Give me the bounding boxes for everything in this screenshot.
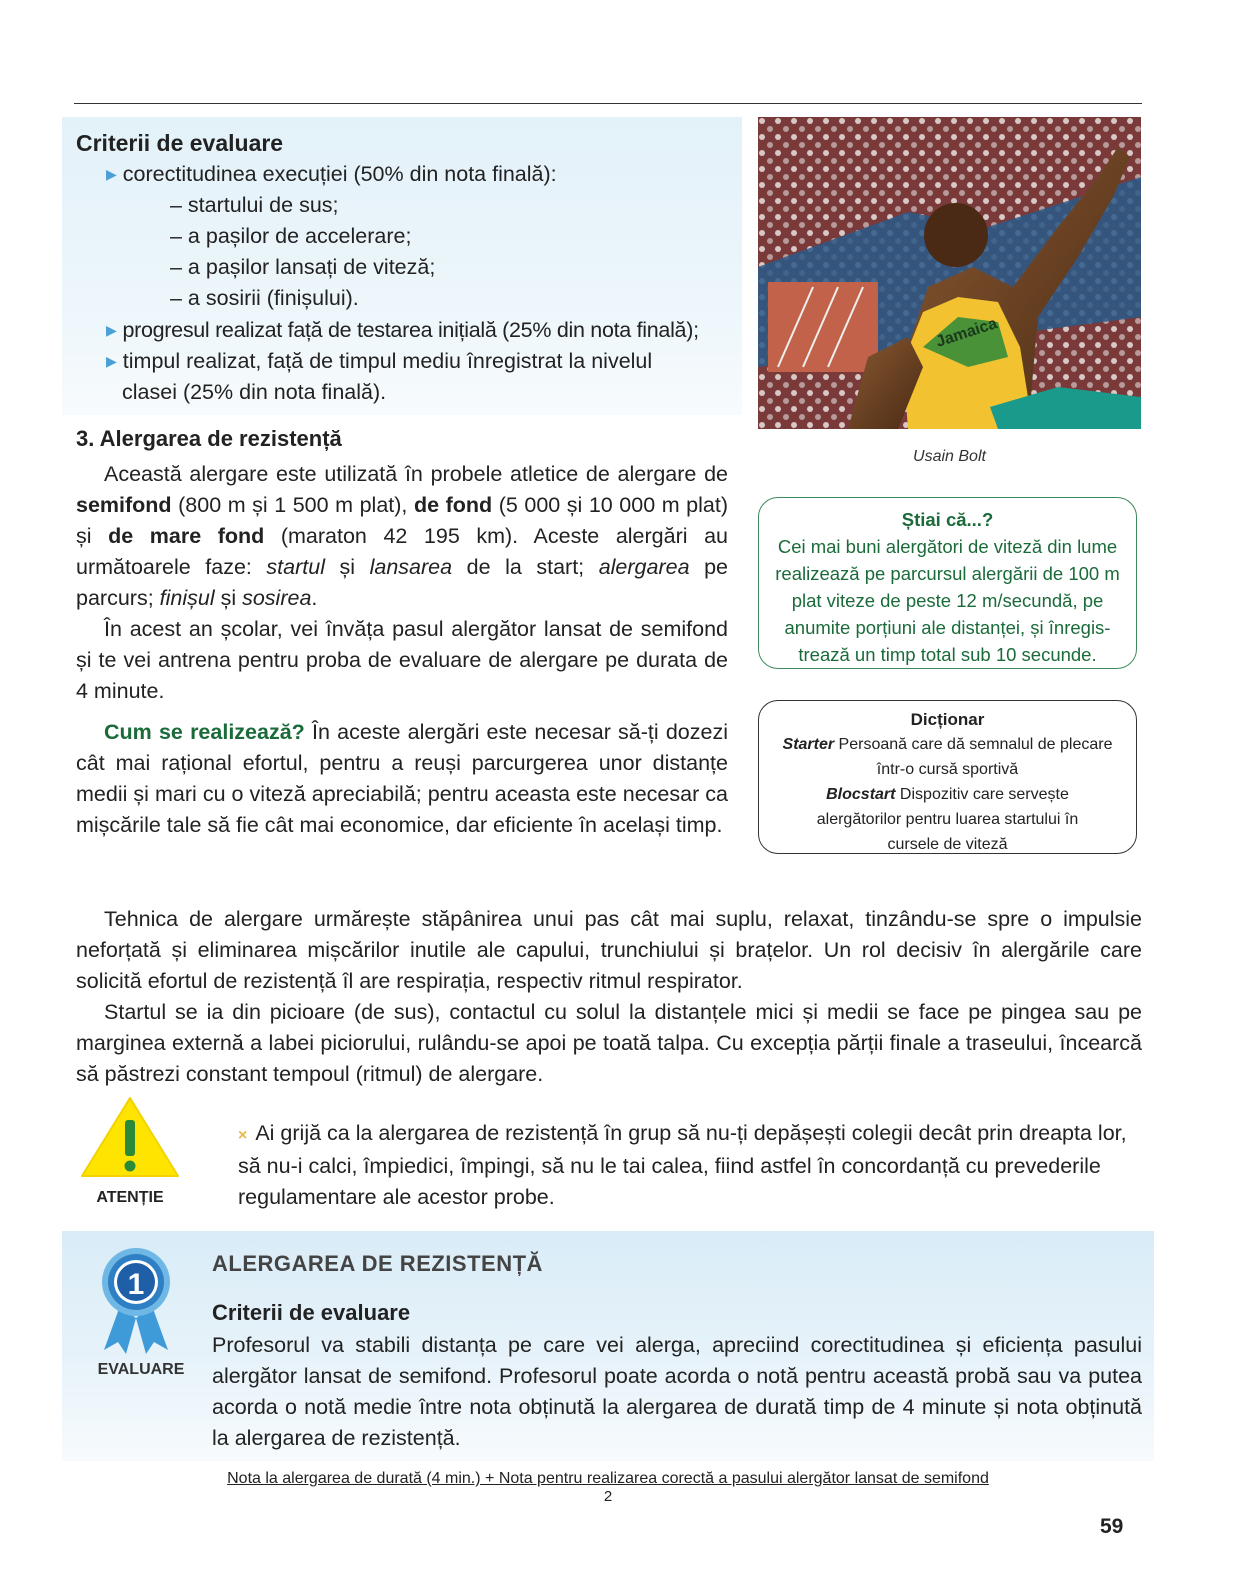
- evaluation-heading: ALERGAREA DE REZISTENȚĂ: [212, 1251, 543, 1276]
- criteria-sub-1: – startului de sus;: [170, 193, 339, 217]
- did-you-know-title: Știai că...?: [901, 509, 994, 530]
- grade-formula: [74, 1470, 1142, 1506]
- did-you-know-line: trează un timp total sub 10 secunde.: [798, 644, 1097, 665]
- criteria-sub-3: – a pașilor lansați de viteză;: [170, 255, 436, 279]
- attention-text: × Ai grijă ca la alergarea de rezistență în grup să nu-ți depășești colegii decât prin dreapta lor, să nu-i calci, împiedici, împingi, să nu le tai calea, fiind astfel în concordanță cu prevederile regulamentare ale acestor probe.: [238, 1121, 1127, 1209]
- photo-caption: Usain Bolt: [913, 448, 986, 465]
- usain-bolt-photo: [758, 117, 1141, 429]
- page-number: 59: [1100, 1515, 1124, 1538]
- bullet-triangle-icon: ▶: [106, 322, 117, 338]
- x-bullet-icon: ×: [238, 1127, 248, 1144]
- evaluation-label: EVALUARE: [97, 1361, 185, 1378]
- dictionary-box: [758, 700, 1137, 854]
- svg-text:Jamaica: Jamaica: [933, 315, 1000, 351]
- paragraph-2: În acest an școlar, vei învăța pasul alergător lansat de semifond și te vei antrena pentru proba de evaluare de alergare pe durata de 4 minute.: [76, 617, 728, 703]
- top-rule: [74, 103, 1142, 104]
- dictionary-entry-line: cursele de viteză: [887, 836, 1008, 853]
- did-you-know-line: anumite porțiuni ale distanței, și înregis-: [784, 617, 1111, 638]
- criteria-sub-4: – a sosirii (finișului).: [170, 286, 359, 310]
- criteria-title: Criterii de evaluare: [76, 130, 284, 156]
- dictionary-entry-line: alergătorilor pentru luarea startului în: [816, 811, 1079, 828]
- bullet-triangle-icon: ▶: [106, 353, 117, 369]
- formula-denominator: 2: [603, 1488, 613, 1505]
- criteria-item-1: ▶ corectitudinea execuției (50% din nota finală):: [106, 162, 557, 186]
- paragraph-1: Această alergare este utilizată în probele atletice de alergare de semifond (800 m și 1 500 m plat), de fond (5 000 și 10 000 m plat) și de mare fond (maraton 42 195 km). Aceste alergări au următoarele faze: startul și lansarea de la start; alergarea pe parcurs; finișul și sosirea.: [76, 462, 729, 610]
- paragraph-3: Cum se realizează? În aceste alergări este necesar să-ți dozezi cât mai rațional efortul, pentru a reuși parcurgerea unor distanțe medii și mari cu o viteză apreciabilă; pentru aceasta este necesar ca mișcările tale să fie cât mai economice, dar eficiente în același timp.: [76, 720, 729, 837]
- svg-text:1: 1: [127, 1268, 145, 1301]
- dictionary-title: Dicționar: [910, 710, 985, 729]
- dictionary-entry-starter: Starter Persoană care dă semnalul de plecare: [782, 736, 1113, 753]
- section-title: 3. Alergarea de rezistență: [76, 426, 342, 451]
- criteria-item-3-cont: clasei (25% din nota finală).: [122, 380, 387, 404]
- evaluation-subheading: Criterii de evaluare: [212, 1300, 411, 1325]
- did-you-know-line: realizează pe parcursul alergării de 100 m: [775, 563, 1120, 584]
- did-you-know-line: Cei mai buni alergători de viteză din lume: [777, 536, 1118, 557]
- evaluation-text: Profesorul va stabili distanța pe care vei alerga, apreciind corectitudinea și eficiența pasului alergător lansat de semifond. Profesorul poate acorda o notă pentru această probă sau va putea acorda o notă medie între nota obținută la alergarea de durată timp de 4 minute și nota obținută la alergarea de rezistență.: [212, 1333, 1142, 1450]
- criteria-item-3: ▶ timpul realizat, față de timpul mediu înregistrat la nivelul: [106, 349, 653, 373]
- dictionary-entry-blocstart: Blocstart Dispozitiv care servește: [826, 786, 1069, 803]
- did-you-know-line: plat viteze de peste 12 m/secundă, pe: [791, 590, 1104, 611]
- criteria-sub-2: – a pașilor de accelerare;: [170, 224, 412, 248]
- section-body: [76, 459, 728, 841]
- paragraph-5: Startul se ia din picioare (de sus), contactul cu solul la distanțele mici și medii se face pe pingea sau pe marginea externă a labei piciorului, rulându-se apoi pe toată talpa. Cu excepția părții finale a traseului, încearcă să păstrezi constant tempoul (ritmul) de alergare.: [76, 1000, 1142, 1086]
- formula-numerator: Nota la alergarea de durată (4 min.) + Nota pentru realizarea corectă a pasului alergător lansat de semifond: [227, 1470, 989, 1487]
- bullet-triangle-icon: ▶: [106, 166, 117, 182]
- attention-label: ATENȚIE: [96, 1189, 164, 1206]
- paragraph-4: Tehnica de alergare urmărește stăpânirea unui pas cât mai suplu, relaxat, tinzându-se spre o impulsie neforțată și eliminarea mișcărilor inutile ale capului, trunchiului și brațelor. Un rol decisiv în alergările care solicită efortul de rezistență îl are respirația, respectiv ritmul respirator.: [76, 907, 1142, 993]
- warning-icon: [80, 1096, 180, 1178]
- criteria-item-2: ▶ progresul realizat față de testarea inițială (25% din nota finală);: [106, 318, 699, 342]
- technique-paragraphs: [76, 904, 1142, 1090]
- did-you-know-box: [758, 497, 1137, 669]
- dictionary-entry-line: într-o cursă sportivă: [876, 761, 1019, 778]
- evaluation-badge-icon: [98, 1246, 174, 1356]
